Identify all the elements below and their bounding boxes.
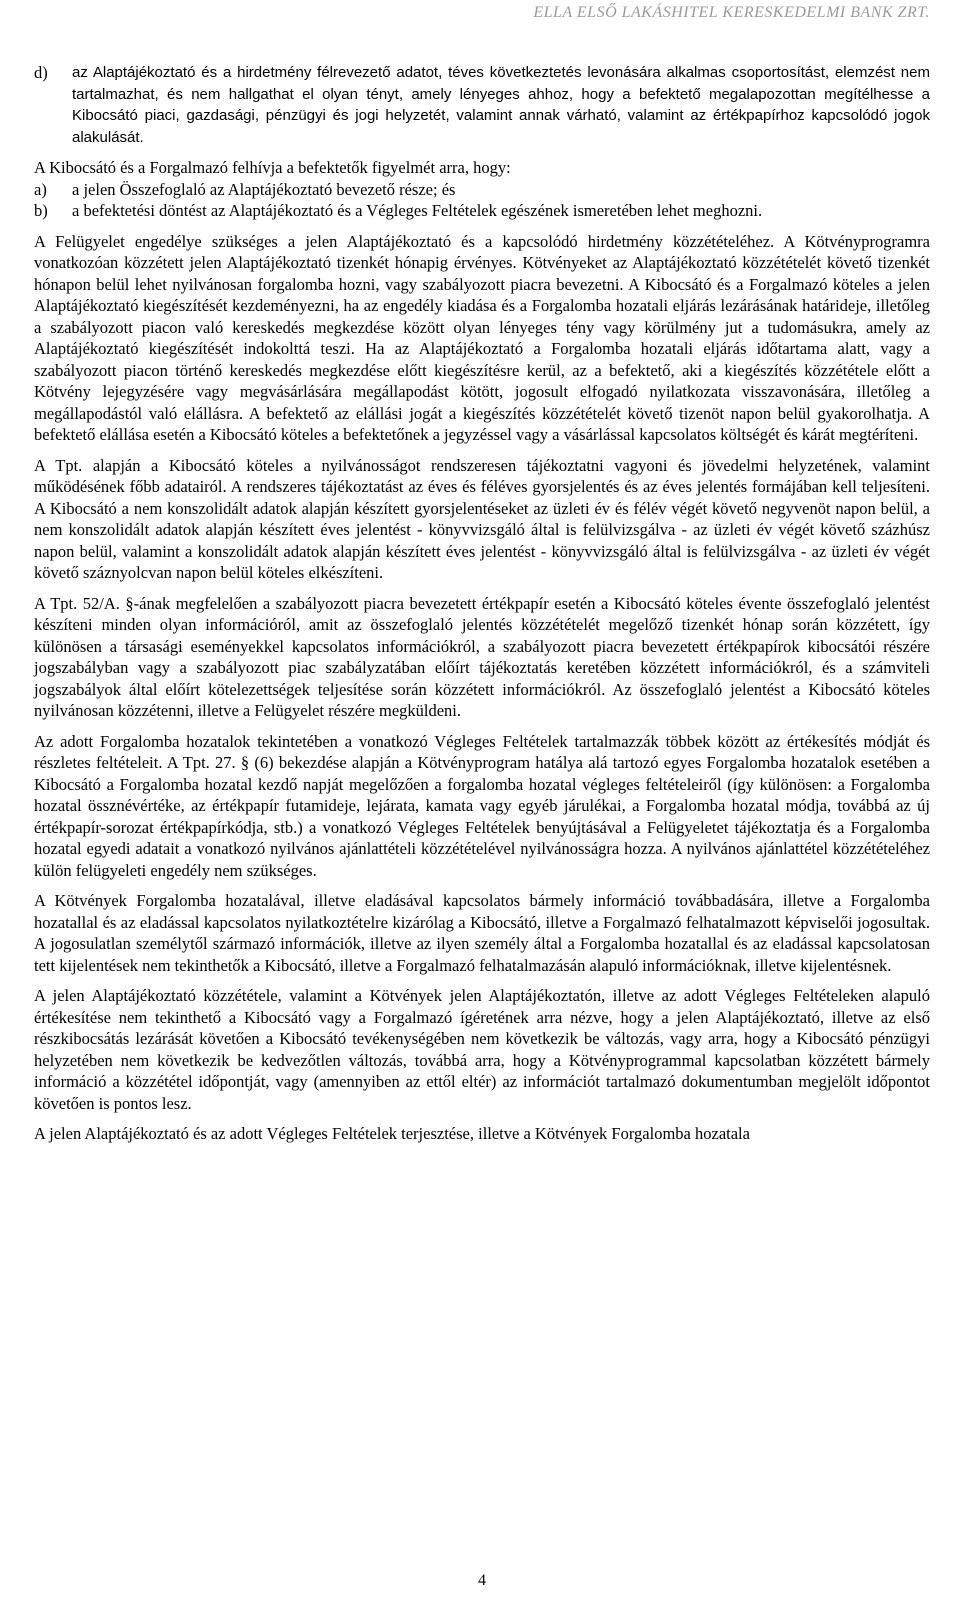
paragraph-felugyelet: A Felügyelet engedélye szükséges a jelen Alaptájékoztató és a kapcsolódó hirdetmény közzétételéhez. A Kötvényprogramra vonatkozóan közzétett jelen Alaptájékoztató tizenkét hónapig érvényes. Kötvényeket az Alaptájékoztató közzétételét követő tizenkét hónapon belül lehet nyilvánosan forgalomba hozni, vagy szabályozott piacra bevezetni. A Kibocsátó és a Forgalmazó köteles a jelen Alaptájékoztató kiegészítését kezdeményezni, ha az engedély kiadása és a Forgalomba hozatali eljárás lezárásának határideje, illetőleg a szabályozott piacon való kereskedés megkezdése között olyan lényeges tény vagy körülmény jut a tudomásukra, amely az Alaptájékoztató kiegészítését indokolttá teszi. Ha az Alaptájékoztató a Forgalomba hozatali eljárás időtartama alatt, vagy a szabályozott piacon történő kereskedés megkezdése előtt kiegészítésre kerül, az a befektető, aki a kiegészítés közzététele előtt a Kötvény lejegyzésére vagy megvásárlására megállapodást kötött, jogosult elfogadó nyilatkozata visszavonására, illetőleg a megállapodástól való elállásra. A befektető az elállási jogát a kiegészítés közzétételét követő tizenöt napon belül gyakorolhatja. A befektető elállása esetén a Kibocsátó köteles a befektetőnek a jegyzéssel vagy a vásárlással kapcsolatos költségét és kárát megtéríteni. [34, 231, 930, 444]
list-item-text: a jelen Összefoglaló az Alaptájékoztató bevezető része; és [72, 179, 456, 199]
paragraph-vegleges-feltetelek: Az adott Forgalomba hozatalok tekintetében a vonatkozó Végleges Feltételek tartalmazzák többek között az értékesítés módját és részletes feltételeit. A Tpt. 27. § (6) bekezdése alapján a Kötvényprogram hatálya alá tartozó egyes Forgalomba hozatalok esetében a Kibocsátó a Forgalomba hozatal kezdő napját megelőzően a forgalomba hozatal végleges feltételeiről (így különösen: a Forgalomba hozatal össznévértéke, az értékpapír futamideje, lejárata, kamata vagy egyéb járulékai, a Forgalomba hozatal módja, továbbá az új értékpapír-sorozat értékpapírkódja, stb.) a vonatkozó Végleges Feltételek benyújtásával a Felügyeletet tájékoztatja és a Forgalomba hozatal egyedi adatait a vonatkozó nyilvános ajánlattételi közzétételével nyilvánosságra hozza. A nyilvános ajánlattétel közzétételéhez külön felügyeleti engedély nem szükséges. [34, 731, 930, 880]
paragraph-terjesztes: A jelen Alaptájékoztató és az adott Végleges Feltételek terjesztése, illetve a Kötvények Forgalomba hozatala [34, 1124, 750, 1143]
list-item-text: az Alaptájékoztató és a hirdetmény félrevezető adatot, téves következtetés levonására alkalmas csoportosítást, elemzést nem tartalmazhat, és nem hallgathat el olyan tényt, amely lényeges ahhoz, hogy a befektető megalapozottan megítélhesse a Kibocsátó piaci, gazdasági, pénzügyi és jogi helyzetét, valamint annak várható, valamint az értékpapírhoz kapcsolódó jogok alakulását. [72, 64, 930, 146]
list-marker: a) [34, 179, 47, 199]
intro-paragraph: A Kibocsátó és a Forgalmazó felhívja a befektetők figyelmét arra, hogy: [34, 158, 511, 177]
list-marker: d) [34, 63, 48, 82]
running-header: ELLA ELSŐ LAKÁSHITEL KERESKEDELMI BANK ZRT. [533, 4, 930, 21]
paragraph-kozzetetel: A jelen Alaptájékoztató közzététele, valamint a Kötvények jelen Alaptájékoztatón, illetve az adott Végleges Feltételeken alapuló értékesítése nem tekinthető a Kibocsátó vagy a Forgalmazó ígéretének arra nézve, hogy a jelen Alaptájékoztató, illetve az első részkibocsátás lezárását követően a Kibocsátó tevékenységében nem következik be változás, vagy arra, hogy a Kibocsátó pénzügyi helyzetében nem következik be kedvezőtlen változás, továbbá arra, hogy a Kötvényprogrammal kapcsolatban közzétett bármely információ a közzététel időpontját, vagy (amennyiben az ettől eltér) az információt tartalmazó dokumentumban megjelölt időpontot követően is pontos lesz. [34, 986, 930, 1113]
page-number: 4 [478, 1572, 486, 1589]
list-item-b [34, 200, 930, 222]
document-page [34, 0, 930, 1613]
document-body [34, 62, 930, 1145]
paragraph-tpt-reporting: A Tpt. alapján a Kibocsátó köteles a nyilvánosságot rendszeresen tájékoztatni vagyoni és jövedelmi helyzetének, valamint működésének főbb adatairól. A rendszeres tájékoztatást az éves és féléves gyorsjelentés és az éves jelentés formájában kell teljesíteni. A Kibocsátó a nem konszolidált adatok alapján készített gyorsjelentéseket az üzleti év és félév végét követő negyvenöt napon belül, a nem konszolidált adatok alapján készített éves jelentést - könyvvizsgáló által is felülvizsgálva - az üzleti év végét követő százhúsz napon belül, valamint a konszolidált adatok alapján készített éves jelentést - könyvvizsgáló által is felülvizsgálva - az üzleti év végét követő száznyolcvan napon belül köteles elkészíteni. [34, 455, 930, 582]
list-marker: b) [34, 201, 48, 220]
list-item-a [34, 179, 930, 201]
list-item-text: a befektetési döntést az Alaptájékoztató és a Végleges Feltételek egészének ismeretében lehet meghozni. [72, 201, 763, 220]
list-item-d [34, 62, 930, 148]
paragraph-tpt-52a: A Tpt. 52/A. §-ának megfelelően a szabályozott piacra bevezetett értékpapír esetén a Kibocsátó köteles évente összefoglaló jelentést készíteni minden olyan információról, amit az összefoglaló jelentés közzétételét megelőző tizenkét hónap során közzétett, így különösen a társasági eseményekkel kapcsolatos információkról, a szabályozott piacra bevezetett értékpapírok kibocsátói részére jogszabályban vagy a szabályozott piac szabályzatában előírt tájékoztatás keretében közzétett információkról, és a számviteli jogszabályok által előírt kötelezettségek teljesítése során közzétett információkról. Az összefoglaló jelentést a Kibocsátó köteles nyilvánosan közzétenni, illetve a Felügyelet részére megküldeni. [34, 593, 930, 720]
paragraph-informacio: A Kötvények Forgalomba hozatalával, illetve eladásával kapcsolatos bármely információ továbbadására, illetve a Forgalomba hozatallal és az eladással kapcsolatos nyilatkoztételre kizárólag a Kibocsátó, illetve a Forgalmazó felhatalmazott képviselői jogosultak. A jogosulatlan személytől származó információk, illetve az ilyen személy által a Forgalomba hozatallal és az eladással kapcsolatosan tett kijelentések nem tekinthetők a Kibocsátó, illetve a Forgalmazó felhatalmazásán alapuló információknak, illetve kijelentésnek. [34, 891, 930, 975]
